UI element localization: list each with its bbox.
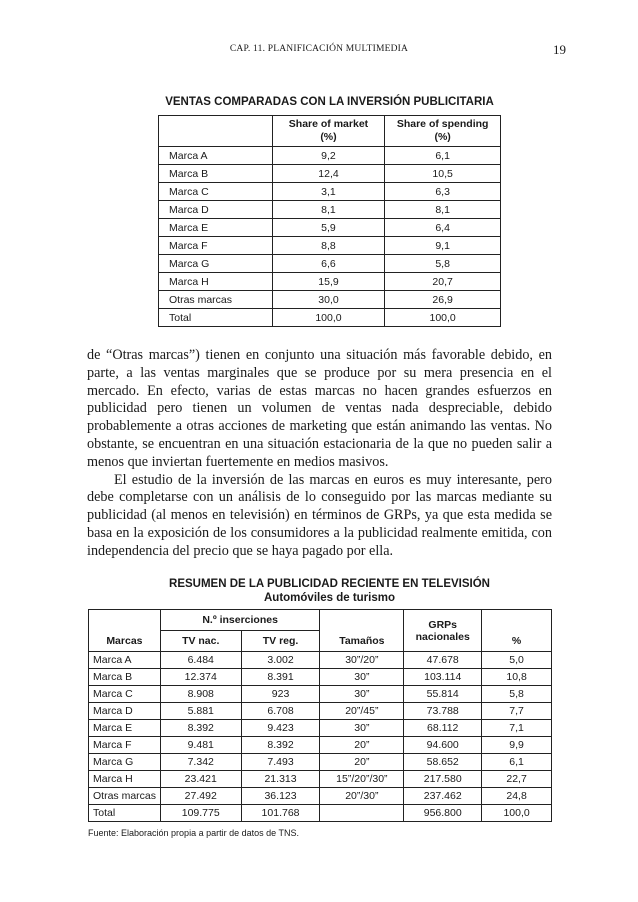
table2-col-marcas-top (89, 610, 161, 631)
table-cell-value: 5,8 (385, 255, 501, 273)
table-cell-value: 956.800 (404, 805, 482, 822)
table-cell-value: 6,3 (385, 183, 501, 201)
table-row (159, 165, 501, 183)
table-cell-brand: Marca E (89, 720, 161, 737)
table-cell-value: 217.580 (404, 771, 482, 788)
table-cell-value: 20”/30” (320, 788, 404, 805)
table1-col-brand (159, 116, 273, 147)
table-cell-value: 8.392 (241, 737, 320, 754)
table-row (89, 754, 552, 771)
table-header-row (89, 631, 552, 652)
table2-col-tamanos-top (320, 610, 404, 631)
table-cell-value: 5,9 (272, 219, 385, 237)
table-cell-brand: Marca C (89, 686, 161, 703)
table-cell-value: 5.881 (160, 703, 241, 720)
table-cell-value: 9,9 (482, 737, 552, 754)
table-cell-value: 100,0 (385, 309, 501, 327)
table-cell-value: 30,0 (272, 291, 385, 309)
table2-caption: RESUMEN DE LA PUBLICIDAD RECIENTE EN TELEVISIÓN (169, 578, 490, 590)
table-cell-value: 24,8 (482, 788, 552, 805)
table-cell-value: 12,4 (272, 165, 385, 183)
table-cell-value: 15”/20”/30” (320, 771, 404, 788)
table-row (159, 147, 501, 165)
running-title: CAP. 11. PLANIFICACIÓN MULTIMEDIA (229, 44, 409, 54)
table-cell-value: 7.342 (160, 754, 241, 771)
table-cell-brand: Otras marcas (89, 788, 161, 805)
table-cell-brand: Marca F (159, 237, 273, 255)
table-row (159, 201, 501, 219)
table-row (89, 788, 552, 805)
table-cell-value: 68.112 (404, 720, 482, 737)
table-cell-value: 94.600 (404, 737, 482, 754)
table-row (159, 183, 501, 201)
table-cell-value: 23.421 (160, 771, 241, 788)
table-row (89, 737, 552, 754)
table-cell-value: 6.484 (160, 652, 241, 669)
table-cell-brand: Otras marcas (159, 291, 273, 309)
table-cell-value: 6,1 (385, 147, 501, 165)
table-cell-value: 109.775 (160, 805, 241, 822)
table-cell-value: 7,1 (482, 720, 552, 737)
table2-col-pct: % (482, 631, 552, 652)
table2-col-pct-top (482, 610, 552, 631)
table-cell-value: 9,2 (272, 147, 385, 165)
table-row (89, 771, 552, 788)
table-cell-value: 6,4 (385, 219, 501, 237)
table2-col-grps-label: GRPs nacionales (415, 618, 470, 643)
table-cell-brand: Marca D (159, 201, 273, 219)
table-row (159, 273, 501, 291)
table-cell-value: 30” (320, 669, 404, 686)
table-row (159, 237, 501, 255)
table-row (89, 669, 552, 686)
table-row (159, 255, 501, 273)
table-cell-value: 20,7 (385, 273, 501, 291)
table-cell-value: 8.391 (241, 669, 320, 686)
table-cell-value: 8,1 (385, 201, 501, 219)
table-cell-brand: Total (159, 309, 273, 327)
table-row (159, 219, 501, 237)
table-cell-value: 12.374 (160, 669, 241, 686)
table-cell-value: 3.002 (241, 652, 320, 669)
table-cell-value: 73.788 (404, 703, 482, 720)
table-cell-brand: Marca H (159, 273, 273, 291)
table-cell-value: 15,9 (272, 273, 385, 291)
table-cell-value: 20” (320, 737, 404, 754)
page-number: 19 (553, 42, 566, 57)
table-cell-value: 20”/45” (320, 703, 404, 720)
table-row (159, 291, 501, 309)
table2-col-tv-reg: TV reg. (241, 631, 320, 652)
table1-col-share-market (272, 116, 385, 147)
table-cell-brand: Marca G (159, 255, 273, 273)
paragraph: de “Otras marcas”) tienen en conjunto una situación más favorable debido, en parte, a las ventas marginales que se produce por su mera presencia en el mercado. En efecto, varias de estas marcas no hacen grandes esfuerzos en publicidad pero tienen un volumen de ventas nada despreciable, debido probablemente a otras acciones de marketing que están animando las ventas. No obstante, se encuentran en una situación estacionaria de la que no pueden salir a menos que inviertan fuertemente en medios masivos. (87, 347, 552, 470)
table-cell-value: 58.652 (404, 754, 482, 771)
table-cell-value: 8,1 (272, 201, 385, 219)
table-cell-brand: Marca B (159, 165, 273, 183)
table-cell-value: 6,1 (482, 754, 552, 771)
table1-col-share-market-label: Share of market (%) (288, 118, 369, 143)
table2-col-marcas: Marcas (89, 631, 161, 652)
table-cell-value: 55.814 (404, 686, 482, 703)
table-cell-value: 10,5 (385, 165, 501, 183)
table-row (89, 703, 552, 720)
table-cell-value: 22,7 (482, 771, 552, 788)
source-note: Fuente: Elaboración propia a partir de datos de TNS. (88, 828, 299, 838)
table-cell-brand: Marca E (159, 219, 273, 237)
running-header (0, 42, 638, 58)
table-cell-value: 20” (320, 754, 404, 771)
table2-col-tamanos: Tamaños (320, 631, 404, 652)
table-cell-brand: Marca F (89, 737, 161, 754)
table-cell-value: 100,0 (272, 309, 385, 327)
table-cell-value: 30” (320, 686, 404, 703)
table-cell-brand: Marca A (89, 652, 161, 669)
body-text (87, 347, 552, 561)
table-cell-value: 101.768 (241, 805, 320, 822)
table2-col-tv-nac: TV nac. (160, 631, 241, 652)
table-cell-value: 8.392 (160, 720, 241, 737)
table-row (159, 309, 501, 327)
table-cell-brand: Marca H (89, 771, 161, 788)
table1-caption: VENTAS COMPARADAS CON LA INVERSIÓN PUBLICITARIA (165, 96, 494, 108)
table-cell-value: 7.493 (241, 754, 320, 771)
table-cell-value: 8.908 (160, 686, 241, 703)
table-cell-brand: Marca G (89, 754, 161, 771)
table-row (89, 805, 552, 822)
table-header-row (159, 116, 501, 147)
table2-subcaption: Automóviles de turismo (264, 592, 395, 604)
table-cell-value: 5,0 (482, 652, 552, 669)
table-cell-value: 27.492 (160, 788, 241, 805)
table-cell-brand: Marca C (159, 183, 273, 201)
table-cell-value: 923 (241, 686, 320, 703)
paragraph: El estudio de la inversión de las marcas en euros es muy interesante, pero debe completarse con un análisis de lo conseguido por las marcas mediante su publicidad (al menos en televisión) en términos de GRPs, ya que esta medida se basa en la exposición de los consumidores a la publicidad realmente emitida, con independencia del precio que se haya pagado por ella. (87, 471, 552, 559)
table-row (89, 720, 552, 737)
table-cell-value: 30”/20” (320, 652, 404, 669)
table-cell-value: 100,0 (482, 805, 552, 822)
table-cell-value: 10,8 (482, 669, 552, 686)
table-row (89, 686, 552, 703)
table2-col-grps (404, 610, 482, 652)
table-cell-value: 47.678 (404, 652, 482, 669)
table-cell-brand: Total (89, 805, 161, 822)
table-cell-value: 9,1 (385, 237, 501, 255)
tv-advertising-summary-table (88, 609, 552, 822)
table-row (89, 652, 552, 669)
table-cell-brand: Marca B (89, 669, 161, 686)
table-cell-value: 9.481 (160, 737, 241, 754)
table-cell-value: 6.708 (241, 703, 320, 720)
table-cell-value: 5,8 (482, 686, 552, 703)
table-cell-brand: Marca A (159, 147, 273, 165)
table-header-row (89, 610, 552, 631)
table-cell-value: 6,6 (272, 255, 385, 273)
table-cell-brand: Marca D (89, 703, 161, 720)
table-cell-value: 21.313 (241, 771, 320, 788)
table1-col-share-spending-label: Share of spending (%) (396, 118, 489, 143)
table-cell-value (320, 805, 404, 822)
table-cell-value: 103.114 (404, 669, 482, 686)
table-cell-value: 3,1 (272, 183, 385, 201)
table-cell-value: 36.123 (241, 788, 320, 805)
table-cell-value: 8,8 (272, 237, 385, 255)
table1-col-share-spending (385, 116, 501, 147)
table-cell-value: 30” (320, 720, 404, 737)
table-cell-value: 9.423 (241, 720, 320, 737)
table-cell-value: 237.462 (404, 788, 482, 805)
sales-vs-ad-spend-table (158, 115, 501, 327)
table-cell-value: 26,9 (385, 291, 501, 309)
table-cell-value: 7,7 (482, 703, 552, 720)
table2-group-inserciones: N.º inserciones (160, 610, 320, 631)
